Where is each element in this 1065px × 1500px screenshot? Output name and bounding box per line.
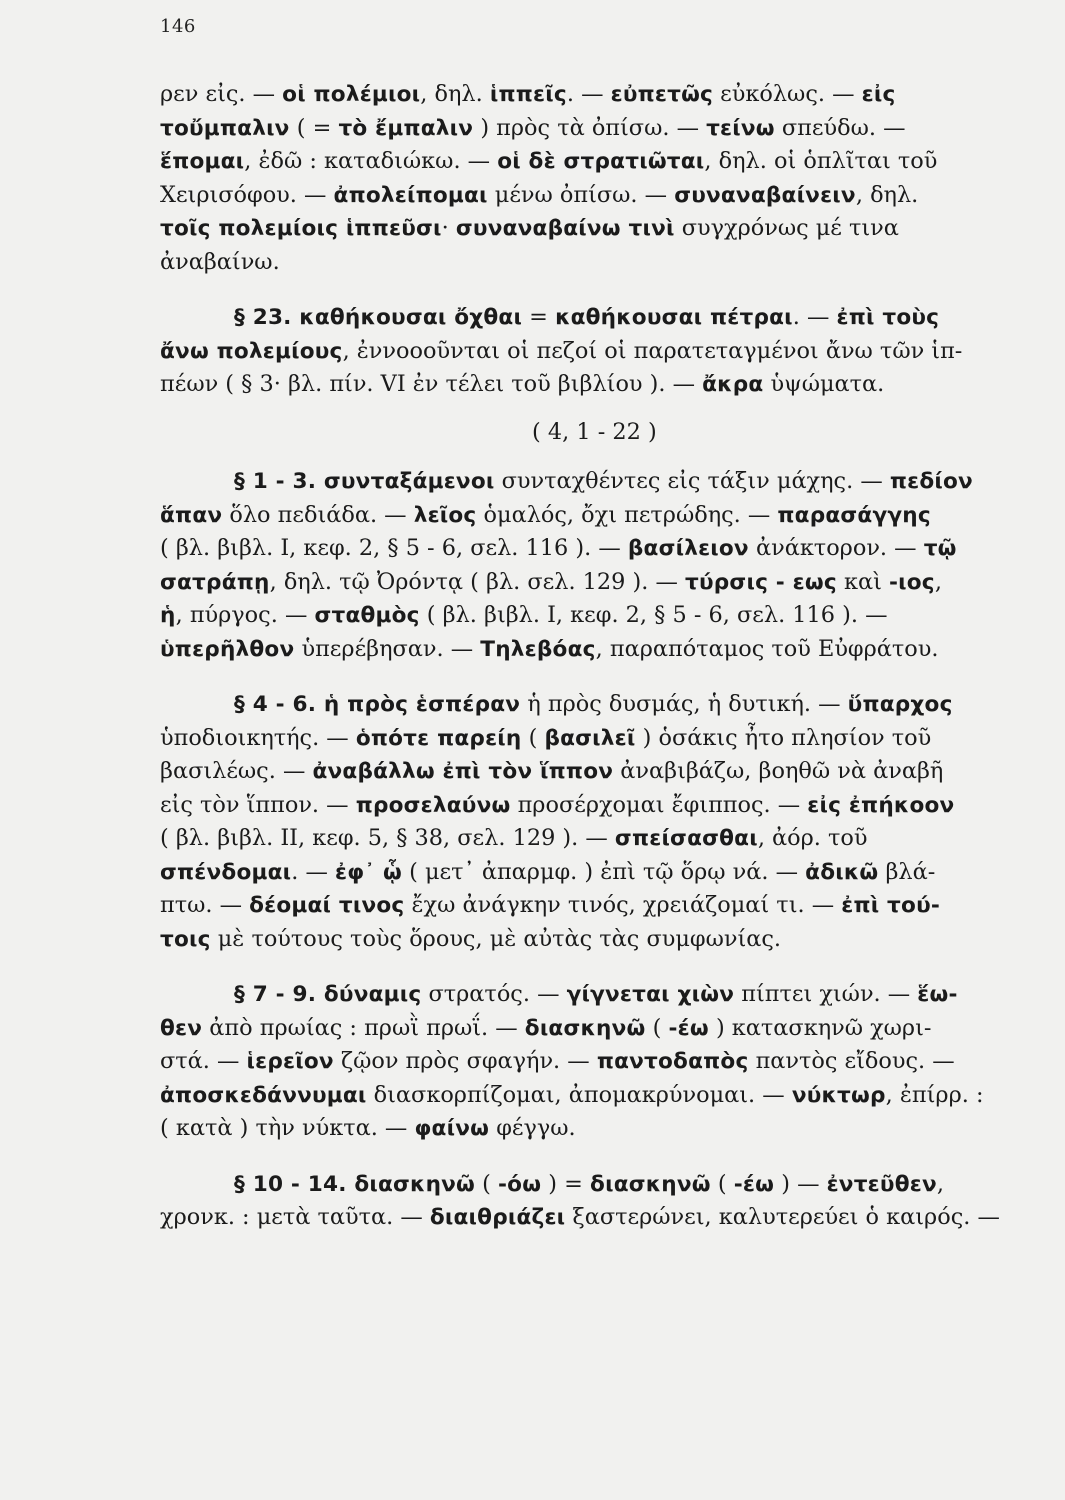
lemma-term: θεν [160, 1015, 203, 1041]
gloss-text: ( = [289, 114, 339, 141]
gloss-text: ( βλ. βιβλ. II, κεφ. 5, § 38, σελ. 129 ). — [160, 825, 615, 851]
text-line [160, 755, 1012, 789]
paragraph-gap [160, 279, 1012, 301]
lemma-term: ὁπότε παρείη [355, 725, 522, 751]
gloss-text: ἀναβιβάζω, βοηθῶ νὰ ἀναβῆ [613, 758, 944, 784]
lemma-term: ὑπερῆλθον [160, 636, 295, 662]
lemma-term: παρασάγγης [777, 502, 931, 528]
paragraph-gap [160, 449, 1012, 465]
gloss-text: πίπτει χιών. — [734, 981, 918, 1007]
lemma-term: συναναβαίνειν [674, 182, 856, 208]
lemma-term: γίγνεται χιὼν [566, 982, 735, 1007]
gloss-text: μένω ὀπίσω. — [487, 181, 675, 208]
text-line [160, 889, 1012, 923]
gloss-text: . — [792, 304, 837, 330]
gloss-text: ὑποδιοικητής. — [160, 724, 356, 751]
lemma-term: ἕω- [917, 982, 958, 1007]
gloss-text: παντὸς εἴδους. — [748, 1048, 955, 1074]
gloss-text: ) — [774, 1170, 827, 1197]
text-line [160, 499, 1012, 533]
text-line [160, 301, 1012, 335]
gloss-text: συνταχθέντες εἰς τάξιν μάχης. — [494, 468, 890, 494]
gloss-text: ἔχω ἀνάγκην τινός, χρειάζομαί τι. — [404, 892, 842, 918]
section-heading [160, 416, 1012, 450]
paragraph-gap [160, 666, 1012, 688]
gloss-text: ξαστερώνει, καλυτερεύει ὁ καιρός. — [565, 1204, 1000, 1230]
text-line [160, 688, 1012, 722]
gloss-text: ) πρὸς τὰ ὀπίσω. — [473, 114, 707, 141]
text-line [160, 1045, 1012, 1079]
gloss-text: . — [291, 858, 335, 885]
lemma-term: σταθμὸς [314, 603, 420, 628]
gloss-text: βλά- [878, 858, 936, 885]
gloss-text: φέγγω. [489, 1115, 576, 1141]
paragraph-gap [160, 1146, 1012, 1168]
text-line [160, 179, 1012, 213]
lemma-term: ἅπαν [160, 502, 223, 528]
gloss-text: , [934, 568, 942, 595]
lemma-term: βασίλειον [627, 536, 749, 561]
lemma-term: σπένδομαι [160, 859, 292, 885]
lemma-term: ἄνω πολεμίους [160, 338, 343, 364]
lemma-term: εἰς [861, 82, 896, 107]
lemma-term: ἐφ᾽ ᾧ [335, 859, 402, 885]
lemma-term: -όω [498, 1171, 542, 1197]
text-line [160, 789, 1012, 823]
gloss-text: , ἀόρ. τοῦ [757, 825, 868, 851]
lemma-term: πεδίον [889, 469, 973, 494]
gloss-text: , ἐννοοοῦνται οἱ πεζοί οἱ παρατεταγμένοι ἄνω τῶν ἱπ- [342, 337, 963, 364]
lemma-term: παντοδαπὸς [596, 1049, 749, 1074]
gloss-text: Χειρισόφου. — [160, 181, 334, 208]
gloss-text: σπεύδω. — [774, 114, 906, 141]
gloss-text: καὶ [836, 568, 889, 595]
gloss-text: στά. — [160, 1048, 247, 1074]
gloss-text: ( μετ᾽ ἀπαρμφ. ) ἐπὶ τῷ ὅρῳ νά. — [402, 858, 806, 885]
gloss-text: ( [475, 1170, 499, 1197]
lemma-term: λεῖος [413, 502, 477, 528]
commentary-text [160, 78, 1012, 1235]
gloss-text: ζῷον πρὸς σφαγήν. — [333, 1048, 597, 1074]
lemma-term: βασιλεῖ [544, 725, 636, 751]
gloss-text: , πύργος. — [175, 602, 315, 628]
gloss-text: ) ὁσάκις ἦτο πλησίον τοῦ [635, 724, 932, 751]
text-line [160, 1012, 1012, 1046]
text-line [160, 599, 1012, 633]
lemma-term: § 10 - 14. διασκηνῶ [234, 1171, 476, 1197]
page-number: 146 [160, 16, 196, 37]
gloss-text: προσέρχομαι ἔφιππος. — [510, 791, 808, 818]
lemma-term: σατράπῃ [160, 569, 270, 595]
lemma-term: προσελαύνω [355, 792, 511, 818]
gloss-text: ὑπερέβησαν. — [294, 635, 481, 662]
text-line [160, 856, 1012, 890]
lemma-term: εἰς ἐπήκοον [807, 792, 955, 818]
lemma-term: τῷ [923, 536, 957, 561]
lemma-term: νύκτωρ [791, 1082, 886, 1108]
gloss-text: ἀπὸ πρωίας : πρωῒ πρωΐ. — [202, 1014, 525, 1041]
lemma-term: § 4 - 6. ἡ πρὸς ἑσπέραν [234, 692, 521, 717]
text-line [160, 145, 1012, 179]
lemma-term: διασκηνῶ [524, 1015, 646, 1041]
gloss-text: , παραπόταμος τοῦ Εὐφράτου. [595, 635, 939, 662]
gloss-text: ( [645, 1014, 669, 1041]
gloss-text: ρεν εἰς. — [160, 81, 283, 107]
lemma-term: συναναβαίνω τινὶ [455, 216, 675, 241]
lemma-term: Τηλεβόας [480, 636, 596, 662]
gloss-text: ( [710, 1170, 734, 1197]
lemma-term: οἱ πολέμιοι [282, 82, 421, 107]
text-line [160, 633, 1012, 667]
text-line [160, 212, 1012, 246]
gloss-text: εὐκόλως. — [713, 81, 862, 107]
text-line [160, 246, 1012, 280]
gloss-text: , [936, 1170, 944, 1197]
gloss-text: ( κατὰ ) τὴν νύκτα. — [160, 1115, 415, 1141]
lemma-term: ἀπολείπομαι [333, 182, 488, 208]
gloss-text: ἀναβαίνω. [160, 248, 280, 275]
lemma-term: ἀδικῶ [805, 859, 879, 885]
lemma-term: ἡ [160, 603, 176, 628]
lemma-term: σπείσασθαι [614, 826, 758, 851]
text-line [160, 822, 1012, 856]
gloss-text: ) κατασκηνῶ χωρι- [708, 1014, 932, 1041]
text-line [160, 722, 1012, 756]
gloss-text: πτω. — [160, 892, 250, 918]
text-line [160, 978, 1012, 1012]
gloss-text: , δηλ. [855, 181, 919, 208]
gloss-text: στρατός. — [421, 981, 567, 1007]
lemma-term: ἱερεῖον [246, 1049, 334, 1074]
gloss-text: πέων ( § 3· βλ. πίν. VI ἐν τέλει τοῦ βιβλίου ). — [160, 371, 703, 397]
gloss-text: · [441, 215, 456, 241]
gloss-text: ὑψώματα. [763, 371, 885, 397]
lemma-term: τὸ ἔμπαλιν [338, 115, 474, 141]
text-line [160, 112, 1012, 146]
lemma-term: ἐντεῦθεν [826, 1171, 937, 1197]
gloss-text: ὅλο πεδιάδα. — [222, 501, 414, 528]
lemma-term: εὐπετῶς [610, 82, 714, 107]
gloss-text: βασιλέως. — [160, 758, 313, 784]
gloss-text: , δηλ. οἱ ὁπλῖται τοῦ [704, 148, 938, 174]
lemma-term: -ιος [889, 569, 935, 595]
text-line [160, 465, 1012, 499]
text-line [160, 1168, 1012, 1202]
lemma-term: ὕπαρχος [847, 692, 953, 717]
lemma-term: -έω [733, 1171, 775, 1197]
gloss-text: ) = [541, 1170, 591, 1197]
text-line [160, 1112, 1012, 1146]
gloss-text: διασκορπίζομαι, ἀπομακρύνομαι. — [366, 1081, 792, 1108]
text-line [160, 566, 1012, 600]
lemma-term: τείνω [706, 115, 775, 141]
lemma-term: ἐπὶ τοὺς [836, 305, 940, 330]
lemma-term: § 23. καθήκουσαι ὄχθαι [234, 305, 523, 330]
paragraph-gap [160, 956, 1012, 978]
gloss-text: συγχρόνως μέ τινα [674, 215, 899, 241]
gloss-text: ἀνάκτορον. — [748, 535, 924, 561]
gloss-text: ( 4, 1 - 22 ) [532, 418, 657, 445]
text-line [160, 1079, 1012, 1113]
lemma-term: ἕπομαι [160, 149, 245, 174]
text-line [160, 368, 1012, 402]
lemma-term: καθήκουσαι πέτραι [555, 305, 793, 330]
paragraph-gap [160, 402, 1012, 416]
gloss-text: ἡ πρὸς δυσμάς, ἡ δυτική. — [520, 691, 848, 717]
lemma-term: ἱππεῖς [489, 82, 567, 107]
text-line [160, 923, 1012, 957]
lemma-term: οἱ δὲ στρατιῶται [497, 149, 705, 174]
lemma-term: τοὔμπαλιν [160, 115, 290, 141]
lemma-term: ἀποσκεδάννυμαι [160, 1082, 367, 1108]
gloss-text: χρονκ. : μετὰ ταῦτα. — [160, 1204, 430, 1230]
lemma-term: ἄκρα [702, 372, 764, 397]
lemma-term: § 1 - 3. συνταξάμενοι [234, 469, 495, 494]
lemma-term: τύρσις - εως [685, 569, 837, 595]
text-line [160, 532, 1012, 566]
gloss-text: , ἐδῶ : καταδιώκω. — [244, 148, 498, 174]
lemma-term: § 7 - 9. δύναμις [234, 982, 422, 1007]
text-line [160, 335, 1012, 369]
lemma-term: τοις [160, 926, 211, 952]
text-line [160, 78, 1012, 112]
lemma-term: δέομαί τινος [249, 893, 405, 918]
gloss-text: ( βλ. βιβλ. I, κεφ. 2, § 5 - 6, σελ. 116 ). — [419, 602, 888, 628]
lemma-term: ἐπὶ τού- [841, 893, 941, 918]
text-line [160, 1201, 1012, 1235]
gloss-text: ὁμαλός, ὄχι πετρώδης. — [476, 501, 778, 528]
gloss-text: = [522, 304, 556, 330]
gloss-text: μὲ τούτους τοὺς ὅρους, μὲ αὐτὰς τὰς συμφωνίας. [210, 925, 782, 952]
gloss-text: , δηλ. τῷ Ὀρόντᾳ ( βλ. σελ. 129 ). — [269, 568, 686, 595]
lemma-term: -έω [668, 1015, 709, 1041]
gloss-text: , ἐπίρρ. : [885, 1081, 984, 1108]
gloss-text: ( βλ. βιβλ. I, κεφ. 2, § 5 - 6, σελ. 116 ). — [160, 535, 628, 561]
lemma-term: ἀναβάλλω ἐπὶ τὸν ἵππον [312, 759, 614, 784]
lemma-term: διαιθριάζει [429, 1205, 566, 1230]
lemma-term: φαίνω [414, 1116, 490, 1141]
gloss-text: , δηλ. [420, 81, 490, 107]
gloss-text: ( [521, 724, 545, 751]
gloss-text: . — [566, 81, 611, 107]
lemma-term: διασκηνῶ [590, 1171, 711, 1197]
lemma-term: τοῖς πολεμίοις ἱππεῦσι [160, 216, 442, 241]
gloss-text: εἰς τὸν ἵππον. — [160, 791, 356, 818]
